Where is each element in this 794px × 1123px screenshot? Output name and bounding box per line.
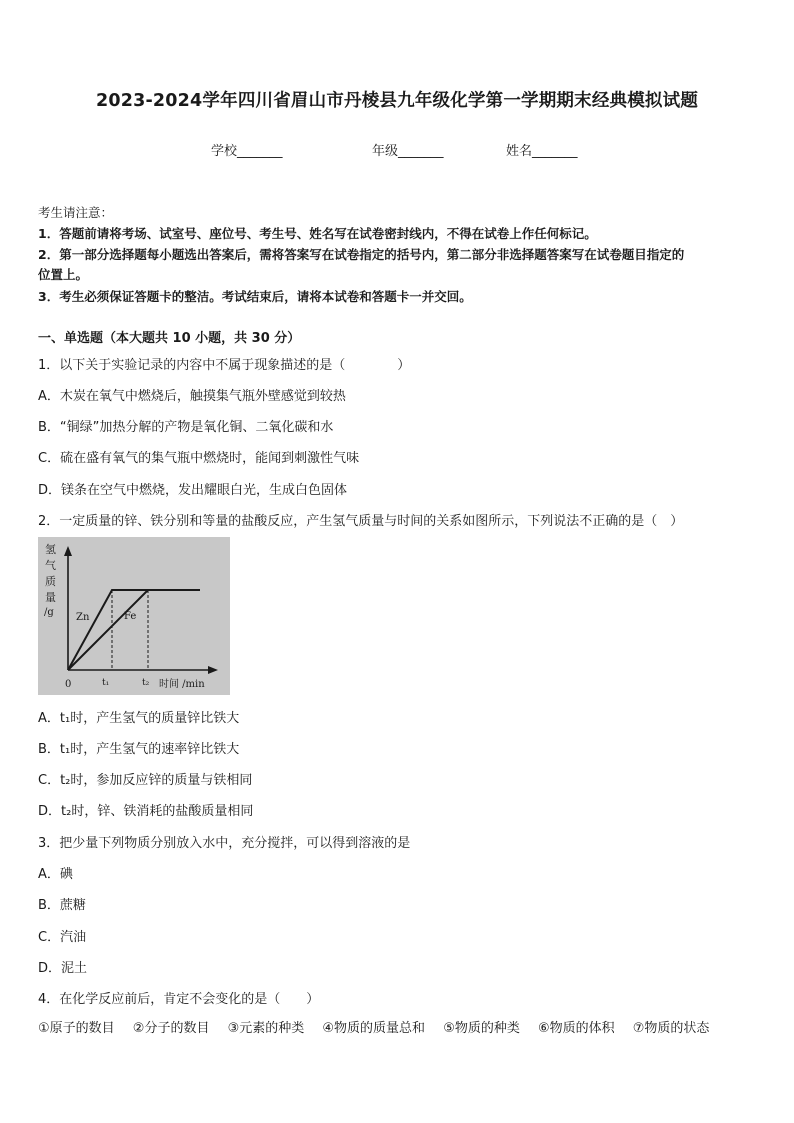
hydrogen-time-graph [38,537,230,695]
question-2-stem: 2．一定质量的锌、铁分别和等量的盐酸反应，产生氢气质量与时间的关系如图所示，下列说法不正确的是（ ） [38,514,684,529]
notice-item-3: 3．考生必须保证答题卡的整洁。考试结束后，请将本试卷和答题卡一并交回。 [38,289,472,304]
name-field: 姓名_______ [506,144,578,159]
x-axis-arrow [208,666,218,674]
zn-curve [68,590,200,670]
y-axis-arrow [64,546,72,556]
ylabel-char: 气 [45,559,56,572]
question-1-option-d: D．镁条在空气中燃烧，发出耀眼白光，生成白色固体 [38,483,348,498]
question-4-options [38,1017,723,1036]
question-3-option-b: B．蔗糖 [38,898,86,913]
ylabel-char: 氢 [45,543,56,556]
question-2-option-a: A．t₁时，产生氢气的质量锌比铁大 [38,711,240,726]
notice-item-2-cont: 位置上。 [38,267,89,282]
page-title: 2023-2024学年四川省眉山市丹棱县九年级化学第一学期期末经典模拟试题 [95,91,699,111]
section-title: 一、单选题（本大题共 10 小题，共 30 分） [38,331,301,346]
question-3-option-c: C．汽油 [38,930,87,945]
question-4-item: ⑥物质的体积 [537,1021,615,1036]
question-2-option-b: B．t₁时，产生氢气的速率锌比铁大 [38,742,240,757]
question-4-item: ②分子的数目 [132,1021,210,1036]
question-1-option-b: B．“铜绿”加热分解的产物是氧化铜、二氧化碳和水 [38,420,334,435]
t1-label: t₁ [102,678,110,688]
question-3-option-a: A．碘 [38,867,73,882]
question-4-item: ⑦物质的状态 [632,1021,710,1036]
question-1-option-a: A．木炭在氧气中燃烧后，触摸集气瓶外壁感觉到较热 [38,389,346,404]
notice-item-2: 2．第一部分选择题每小题选出答案后，需将答案写在试卷指定的括号内，第二部分非选择题答案写在试卷题目指定的 [38,247,685,262]
xlabel: 时间 /min [159,679,205,690]
t2-label: t₂ [142,678,150,688]
ylabel-unit: /g [44,607,54,618]
fe-curve [68,590,148,670]
notice-heading: 考生请注意： [38,205,114,220]
question-3-option-d: D．泥土 [38,961,88,976]
question-1-option-c: C．硫在盛有氧气的集气瓶中燃烧时，能闻到刺激性气味 [38,451,360,466]
origin-label: 0 [65,679,72,690]
question-2-option-d: D．t₂时，锌、铁消耗的盐酸质量相同 [38,804,254,819]
grade-field: 年级_______ [372,144,444,159]
ylabel-char: 质 [45,575,56,588]
graph-svg [38,537,230,695]
ylabel-char: 量 [45,591,56,604]
question-4-item: ④物质的质量总和 [322,1021,426,1036]
question-3-stem: 3．把少量下列物质分别放入水中，充分搅拌，可以得到溶液的是 [38,836,411,851]
question-4-item: ⑤物质的种类 [443,1021,520,1036]
question-4-item: ①原子的数目 [38,1021,115,1036]
question-1-stem: 1．以下关于实验记录的内容中不属于现象描述的是（ ） [38,358,411,373]
student-info-row [0,140,794,160]
question-2-option-c: C．t₂时，参加反应锌的质量与铁相同 [38,773,253,788]
fe-label: Fe [124,611,137,622]
school-field: 学校_______ [211,144,283,159]
notice-item-1: 1．答题前请将考场、试室号、座位号、考生号、姓名写在试卷密封线内，不得在试卷上作任何标记。 [38,226,597,241]
zn-label: Zn [76,612,90,623]
question-4-stem: 4．在化学反应前后，肯定不会变化的是（ ） [38,992,320,1007]
question-4-item: ③元素的种类 [227,1021,305,1036]
